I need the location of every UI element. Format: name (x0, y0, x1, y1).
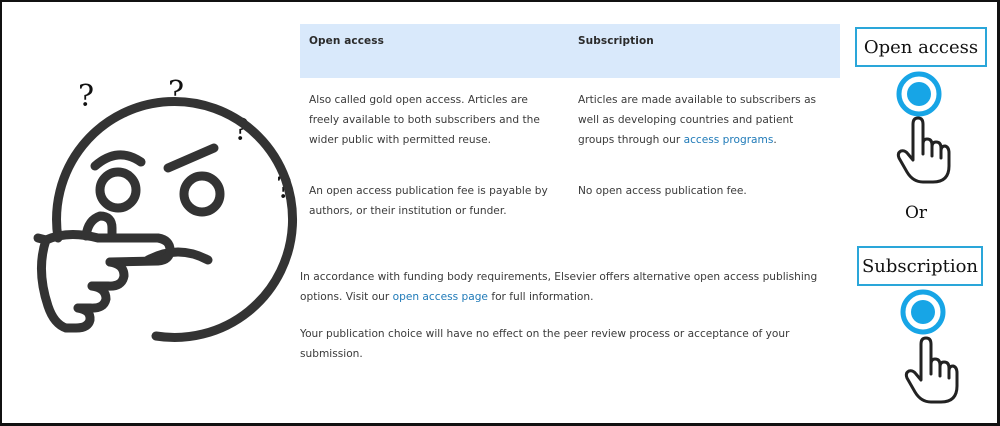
question-mark: ? (233, 113, 250, 148)
thinking-face-icon (28, 70, 298, 350)
header-open-access: Open access (309, 35, 384, 47)
or-separator: Or (905, 203, 928, 223)
cell-open-access-description: Also called gold open access. Articles are freely available to both subscribers and the wider public with permitted reuse. (309, 94, 540, 146)
funding-note: In accordance with funding body requirements, Elsevier offers alternative open access publishing options. Visit our open access page for full information. (300, 271, 818, 303)
open-access-page-link[interactable]: open access page (392, 291, 488, 303)
thinking-face-illustration (28, 70, 298, 350)
pointing-hand-icon (895, 114, 951, 186)
radio-selected-icon[interactable] (893, 68, 945, 120)
radio-selected-icon[interactable] (897, 286, 949, 338)
peer-review-note: Your publication choice will have no effect on the peer review process or acceptance of your submission. (300, 328, 790, 360)
pointing-hand-icon (903, 334, 959, 406)
question-mark: ? (78, 79, 95, 114)
cell-open-access-fee: An open access publication fee is payable by authors, or their institution or funder. (309, 185, 548, 217)
cell-subscription-fee: No open access publication fee. (578, 185, 747, 197)
access-programs-link[interactable]: access programs (683, 134, 774, 146)
cell-subscription-description: Articles are made available to subscribers as well as developing countries and patient groups through our access programs. (578, 94, 817, 146)
option-label-open-access: Open access (855, 27, 987, 67)
question-mark: ? (168, 75, 185, 110)
option-label-subscription: Subscription (857, 246, 983, 286)
header-subscription: Subscription (578, 35, 654, 47)
question-mark: ? (276, 171, 293, 206)
comparison-table (300, 24, 840, 360)
table-header (300, 24, 840, 78)
